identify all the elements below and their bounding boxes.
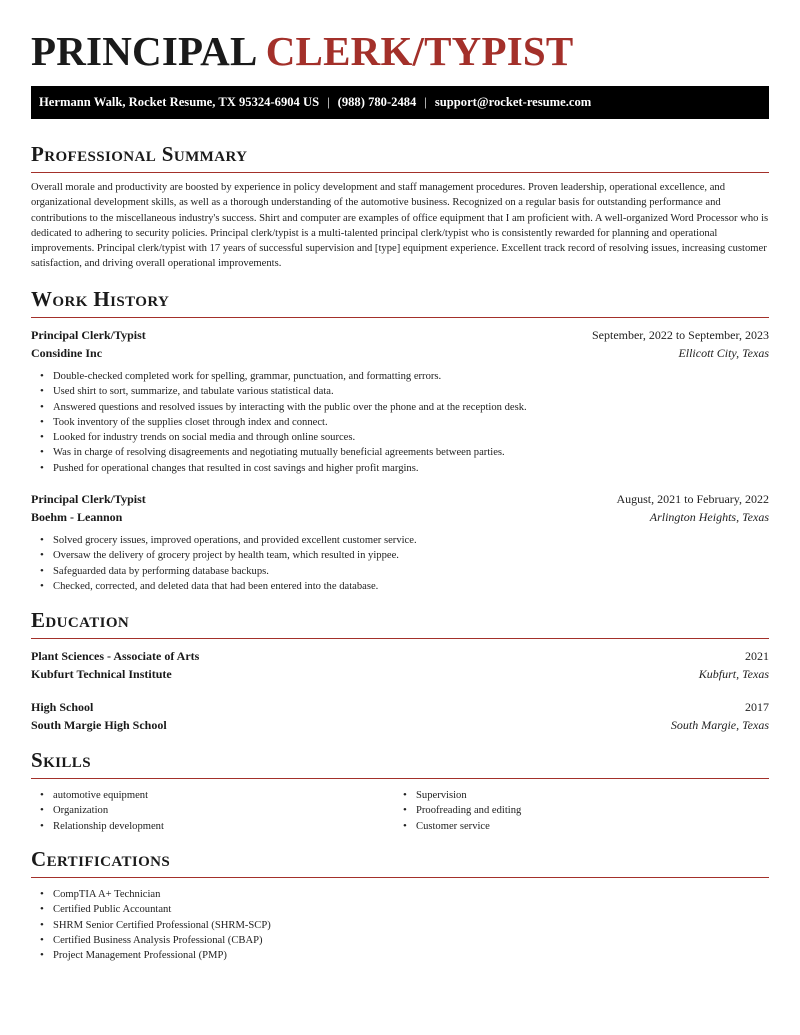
job-bullet: • Solved grocery issues, improved operations, and provided excellent customer service. bbox=[53, 533, 417, 548]
contact-address: Hermann Walk, Rocket Resume, TX 95324-6904 US bbox=[39, 95, 320, 109]
certifications-heading: Certifications bbox=[31, 847, 171, 871]
job-bullet: • Was in charge of resolving disagreements and negotiating mutually beneficial agreements between parties. bbox=[53, 445, 527, 460]
section-divider bbox=[31, 317, 769, 318]
skills-heading: Skills bbox=[31, 748, 91, 772]
section-divider bbox=[31, 172, 769, 173]
job-title: Principal Clerk/Typist bbox=[31, 328, 146, 342]
education-header-row bbox=[31, 699, 769, 716]
last-name: CLERK/TYPIST bbox=[265, 28, 574, 74]
skill-item: • automotive equipment bbox=[53, 788, 164, 803]
certification-item: • Certified Business Analysis Professional (CBAP) bbox=[53, 933, 271, 948]
first-name: PRINCIPAL bbox=[31, 28, 256, 74]
job-header-row bbox=[31, 327, 769, 344]
job-bullet: • Oversaw the delivery of grocery project by health team, which resulted in yippee. bbox=[53, 548, 417, 563]
contact-phone[interactable]: (988) 780-2484 bbox=[337, 95, 417, 109]
job-bullet: • Looked for industry trends on social media and through online sources. bbox=[53, 430, 527, 445]
work-history-heading: Work History bbox=[31, 287, 170, 311]
job-company: Boehm - Leannon bbox=[31, 510, 123, 524]
job-bullet: • Double-checked completed work for spelling, grammar, punctuation, and formatting errors. bbox=[53, 369, 527, 384]
education-school: South Margie High School bbox=[31, 718, 167, 732]
certification-item: • SHRM Senior Certified Professional (SHRM-SCP) bbox=[53, 918, 271, 933]
job-location: Ellicott City, Texas bbox=[678, 346, 769, 360]
job-bullets bbox=[31, 533, 417, 594]
certification-item: • Certified Public Accountant bbox=[53, 902, 271, 917]
skill-item: • Relationship development bbox=[53, 819, 164, 834]
job-bullet: • Took inventory of the supplies closet through index and connect. bbox=[53, 415, 527, 430]
skill-item: • Proofreading and editing bbox=[416, 803, 521, 818]
job-bullet: • Answered questions and resolved issues by interacting with the public over the phone and at the reception desk. bbox=[53, 400, 527, 415]
job-bullets bbox=[31, 369, 527, 476]
education-degree: Plant Sciences - Associate of Arts bbox=[31, 649, 200, 663]
job-title: Principal Clerk/Typist bbox=[31, 492, 146, 506]
skill-item: • Customer service bbox=[416, 819, 521, 834]
job-company-row bbox=[31, 345, 769, 362]
skill-item: • Supervision bbox=[416, 788, 521, 803]
education-location: South Margie, Texas bbox=[670, 718, 769, 732]
job-header-row bbox=[31, 491, 769, 508]
education-school-row bbox=[31, 717, 769, 734]
section-divider bbox=[31, 638, 769, 639]
certifications-list bbox=[31, 887, 271, 963]
contact-separator: | bbox=[424, 95, 427, 109]
education-degree: High School bbox=[31, 700, 94, 714]
section-divider bbox=[31, 877, 769, 878]
education-location: Kubfurt, Texas bbox=[698, 667, 769, 681]
skill-item: • Organization bbox=[53, 803, 164, 818]
job-bullet: • Used shirt to sort, summarize, and tabulate various statistical data. bbox=[53, 384, 527, 399]
education-header-row bbox=[31, 648, 769, 665]
job-bullet: • Checked, corrected, and deleted data that had been entered into the database. bbox=[53, 579, 417, 594]
education-heading: Education bbox=[31, 608, 130, 632]
education-year: 2017 bbox=[745, 700, 769, 714]
education-school-row bbox=[31, 666, 769, 683]
contact-email[interactable]: support@rocket-resume.com bbox=[434, 95, 592, 109]
job-company: Considine Inc bbox=[31, 346, 103, 360]
job-dates: August, 2021 to February, 2022 bbox=[616, 492, 769, 506]
education-school: Kubfurt Technical Institute bbox=[31, 667, 172, 681]
contact-separator: | bbox=[327, 95, 330, 109]
education-year: 2021 bbox=[745, 649, 769, 663]
job-bullet: • Pushed for operational changes that resulted in cost savings and higher profit margins. bbox=[53, 461, 527, 476]
job-bullet: • Safeguarded data by performing database backups. bbox=[53, 564, 417, 579]
job-location: Arlington Heights, Texas bbox=[649, 510, 769, 524]
skills-list-right bbox=[394, 788, 521, 834]
certification-item: • CompTIA A+ Technician bbox=[53, 887, 271, 902]
summary-heading: Professional Summary bbox=[31, 142, 248, 166]
resume-name bbox=[31, 28, 573, 74]
certification-item: • Project Management Professional (PMP) bbox=[53, 948, 271, 963]
skills-list-left bbox=[31, 788, 164, 834]
summary-text: Overall morale and productivity are boosted by experience in policy development and staff management procedures. Proven leadership, operational excellence, and organizational development skills, as well as a thorough understanding of the automotive business. Recognized on a regular basis for outstanding performance and contributions to the miscellaneous industry's success. Shirt and computer are examples of office equipment that I am proficient with. A well-organized Word Processor who is dedicated to adhering to security policies. Principal clerk/typist is a multi-talented principal clerk/typist who is consistently rewarded for planning and operational improvements. Principal clerk/typist with 17 years of successful supervision and [type] equipment experience. Excellent track record of resolving issues, increasing customer satisfaction, and driving overall operational improvements. bbox=[31, 182, 769, 270]
section-divider bbox=[31, 778, 769, 779]
contact-bar bbox=[31, 86, 769, 119]
job-dates: September, 2022 to September, 2023 bbox=[591, 328, 769, 342]
job-company-row bbox=[31, 509, 769, 526]
